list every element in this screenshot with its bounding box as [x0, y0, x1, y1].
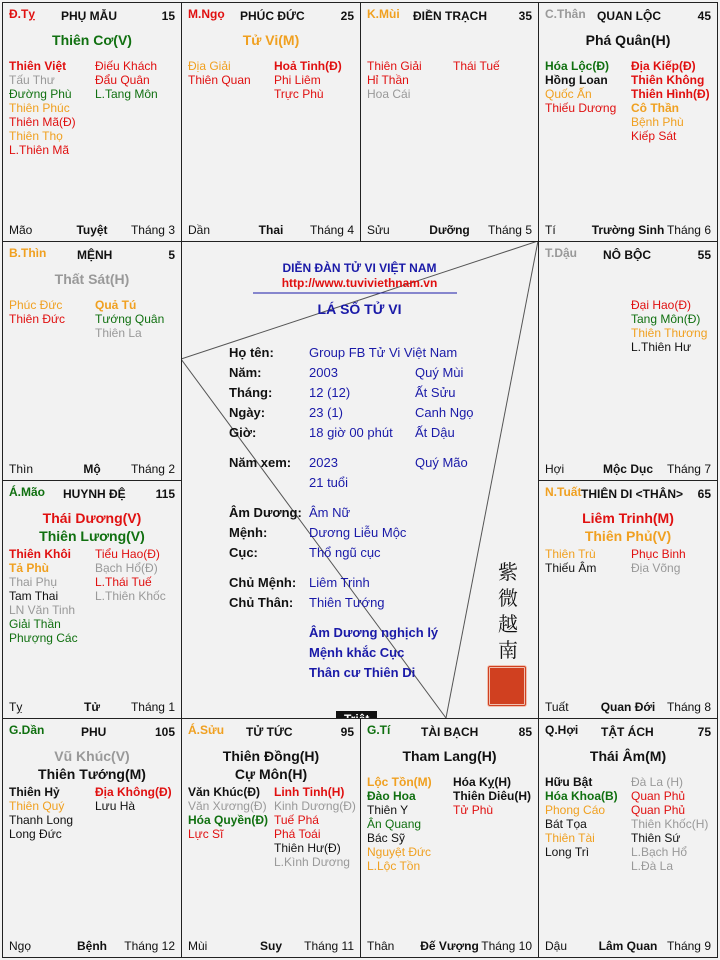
seal-char: 越 — [498, 612, 518, 636]
palace-month: Tháng 1 — [130, 700, 175, 714]
minor-star: Văn Khúc(Đ) — [188, 785, 260, 799]
minor-star: Thiên Diêu(H) — [453, 789, 531, 803]
minor-stars-left — [9, 547, 78, 645]
palace-number: 105 — [154, 725, 175, 739]
analysis-note: Âm Dương nghịch lý — [309, 625, 439, 640]
info-label: Chủ Mệnh: — [229, 575, 297, 590]
palace-name: ĐIỀN TRẠCH — [413, 9, 487, 23]
minor-star: Thiên Mã(Đ) — [9, 115, 76, 129]
minor-star: Bát Tọa — [545, 817, 587, 831]
info-value-can-chi: Ất Sửu — [415, 385, 456, 400]
palace-month: Tháng 11 — [304, 939, 354, 953]
minor-stars-right — [95, 298, 164, 340]
life-phase: Mộc Dục — [602, 462, 653, 476]
minor-star: Thiên Trù — [545, 547, 596, 561]
minor-star: Thiên Khốc(H) — [631, 817, 709, 831]
minor-star: Phong Cáo — [545, 803, 606, 817]
life-phase: Thai — [258, 223, 284, 237]
minor-stars-right — [95, 59, 158, 101]
palace-month: Tháng 2 — [130, 462, 175, 476]
forum-url: http://www.tuviviethnam.vn — [281, 276, 438, 290]
palace-number: 95 — [340, 725, 354, 739]
palace-stem: K.Mùi — [367, 7, 400, 21]
minor-star: Thiên La — [95, 326, 142, 340]
vertical-seal-text — [493, 559, 523, 663]
earthly-branch: Dậu — [545, 939, 568, 953]
minor-star: Trực Phù — [274, 87, 324, 101]
minor-stars-right — [453, 59, 500, 73]
palace-month: Tháng 7 — [666, 462, 711, 476]
minor-star: Quả Tú — [95, 298, 137, 312]
palace-hoi — [538, 718, 718, 958]
life-phase: Suy — [259, 939, 282, 953]
minor-star: Thiên Hỷ — [9, 785, 60, 799]
info-value: 2023 — [309, 455, 338, 470]
minor-star: Long Đức — [9, 827, 62, 841]
info-value: 23 (1) — [309, 405, 343, 420]
life-phase: Tuyệt — [76, 223, 108, 237]
earthly-branch: Tuất — [545, 700, 569, 714]
minor-stars-left — [367, 59, 422, 101]
minor-star: Điếu Khách — [95, 59, 158, 73]
minor-star: Địa Giải — [188, 59, 231, 73]
info-label: Năm xem: — [229, 455, 292, 470]
minor-star: Thiên Khôi — [9, 547, 71, 561]
minor-stars-left — [545, 775, 618, 859]
minor-star: Phượng Các — [9, 631, 78, 645]
palace-tuat — [538, 480, 718, 719]
minor-star: L.Bạch Hổ — [631, 845, 688, 859]
main-star: Liêm Trinh(M) — [582, 510, 674, 526]
minor-star: Địa Võng — [631, 561, 681, 575]
seal-char: 南 — [498, 638, 518, 662]
minor-star: Bệnh Phù — [631, 115, 684, 129]
minor-star: Hóa Khoa(B) — [545, 789, 618, 803]
minor-star: Thiên Thương — [631, 326, 708, 340]
palace-stem: Á.Sửu — [188, 723, 225, 737]
palace-than — [538, 2, 718, 242]
earthly-branch: Ngọ — [9, 939, 32, 953]
minor-stars-left — [188, 785, 268, 841]
minor-star: Đại Hao(Đ) — [631, 298, 692, 312]
palace-month: Tháng 10 — [481, 939, 532, 953]
minor-stars-right — [95, 785, 172, 813]
earthly-branch: Mão — [9, 223, 33, 237]
minor-star: L.Lộc Tồn — [367, 859, 421, 873]
main-star: Vũ Khúc(V) — [54, 748, 130, 764]
main-star: Cự Môn(H) — [234, 766, 308, 782]
palace-number: 25 — [340, 9, 354, 23]
minor-stars-left — [9, 59, 76, 157]
palace-name: QUAN LỘC — [597, 9, 661, 23]
palace-dau — [538, 241, 718, 481]
minor-star: Hoa Cái — [367, 87, 411, 101]
life-phase: Đế Vượng — [420, 939, 479, 953]
minor-stars-right — [631, 298, 707, 354]
main-stars — [3, 747, 181, 783]
main-star: Tử Vi(M) — [242, 32, 300, 48]
minor-star: L.Đà La — [631, 859, 674, 873]
earthly-branch: Thìn — [9, 462, 34, 476]
minor-stars-left — [367, 775, 432, 873]
minor-star: Thiên Không — [631, 73, 705, 87]
palace-stem: M.Ngọ — [188, 7, 225, 21]
minor-star: L.Thái Tuế — [95, 575, 152, 589]
minor-stars-right — [274, 785, 356, 869]
palace-stem: Á.Mão — [9, 485, 45, 499]
main-stars — [182, 31, 360, 49]
minor-star: Địa Kiếp(Đ) — [631, 59, 696, 73]
main-star: Thiên Cơ(V) — [52, 32, 132, 48]
palace-month: Tháng 6 — [666, 223, 711, 237]
info-value-can-chi: Ất Dậu — [415, 425, 455, 440]
minor-star: Thiếu Âm — [545, 561, 597, 575]
main-star: Phá Quân(H) — [585, 32, 671, 48]
main-stars — [3, 509, 181, 545]
minor-star: Thiên Hư(Đ) — [274, 841, 341, 855]
forum-title: DIỄN ĐÀN TỬ VI VIỆT NAM — [282, 261, 437, 275]
earthly-branch: Tí — [545, 223, 556, 237]
minor-star: Đà La (H) — [631, 775, 684, 789]
info-value-can-chi: Quý Mão — [415, 455, 468, 470]
info-value: Dương Liễu Mộc — [309, 525, 407, 540]
info-value-can-chi: Canh Ngọ — [415, 405, 474, 420]
minor-star: Thiếu Dương — [545, 101, 617, 115]
palace-stem: G.Tí — [367, 723, 391, 737]
center-panel — [181, 241, 538, 718]
palace-month: Tháng 12 — [124, 939, 175, 953]
info-value: 2003 — [309, 365, 338, 380]
minor-star: Đường Phù — [9, 87, 72, 101]
minor-stars-left — [545, 547, 596, 575]
minor-star: Lưu Hà — [95, 799, 136, 813]
minor-star: Văn Xương(Đ) — [188, 799, 267, 813]
palace-number: 35 — [518, 9, 532, 23]
minor-star: Hóa Lộc(Đ) — [545, 59, 609, 73]
palace-stem: N.Tuất — [545, 485, 582, 499]
palace-mui — [360, 2, 539, 242]
minor-star: Tuế Phá — [274, 813, 319, 827]
minor-star: Thiên Hình(Đ) — [631, 87, 710, 101]
info-label: Ngày: — [229, 405, 266, 420]
minor-star: Bác Sỹ — [367, 831, 406, 845]
main-stars — [3, 31, 181, 49]
minor-star: Tử Phù — [453, 803, 494, 817]
palace-stem: G.Dần — [9, 723, 45, 737]
minor-star: Thiên Quý — [9, 799, 65, 813]
minor-star: Tang Môn(Đ) — [631, 312, 701, 326]
info-value-can-chi: Quý Mùi — [415, 365, 464, 380]
minor-star: Thai Phụ — [9, 575, 58, 589]
minor-star: Lực Sĩ — [188, 827, 224, 841]
info-value: Âm Nữ — [309, 505, 351, 520]
info-value: 12 (12) — [309, 385, 351, 400]
analysis-note: Mệnh khắc Cục — [309, 645, 405, 660]
palace-mao — [2, 480, 182, 719]
minor-star: Phi Liêm — [274, 73, 321, 87]
minor-star: LN Văn Tinh — [9, 603, 76, 617]
palace-number: 5 — [168, 248, 175, 262]
minor-star: Nguyệt Đức — [367, 845, 432, 859]
life-phase: Trường Sinh — [591, 223, 665, 237]
palace-ngo — [181, 2, 361, 242]
life-phase: Bệnh — [77, 939, 107, 953]
main-star: Thất Sát(H) — [54, 271, 130, 287]
palace-name: MỆNH — [77, 248, 113, 262]
main-stars — [539, 509, 717, 545]
main-star: Thiên Lương(V) — [39, 528, 145, 544]
minor-star: Hóa Quyền(Đ) — [188, 813, 269, 827]
info-label: Mệnh: — [229, 525, 268, 540]
palace-number: 115 — [155, 487, 175, 501]
minor-star: Thiên Đức — [9, 312, 66, 326]
seal-char: 微 — [498, 586, 518, 610]
life-phase: Lâm Quan — [598, 939, 658, 953]
info-value: Liêm Trinh — [309, 575, 370, 590]
minor-star: Linh Tinh(H) — [274, 785, 345, 799]
palace-month: Tháng 9 — [666, 939, 711, 953]
minor-star: Địa Không(Đ) — [95, 785, 172, 799]
info-label: Âm Dương: — [229, 505, 302, 520]
minor-star: Quan Phủ — [631, 789, 686, 803]
palace-name: TỬ TỨC — [246, 725, 293, 739]
minor-star: Đẩu Quân — [95, 73, 150, 87]
main-star: Thái Dương(V) — [42, 510, 142, 526]
minor-stars-left — [9, 298, 65, 326]
minor-star: Hóa Kỵ(H) — [453, 775, 512, 789]
life-phase: Tử — [83, 700, 101, 714]
minor-star: Thanh Long — [9, 813, 74, 827]
main-stars — [361, 747, 538, 765]
minor-star: Thiên Y — [367, 803, 409, 817]
palace-month: Tháng 4 — [309, 223, 354, 237]
palace-name: HUYNH ĐỆ — [63, 487, 126, 501]
minor-star: Tiểu Hao(Đ) — [95, 547, 160, 561]
minor-star: Kiếp Sát — [631, 129, 677, 143]
minor-stars-right — [274, 59, 342, 101]
info-label: Họ tên: — [229, 345, 274, 360]
minor-stars-right — [631, 547, 686, 575]
palace-number: 15 — [161, 9, 175, 23]
minor-star: L.Thiên Mã — [9, 143, 70, 157]
info-value: Thổ ngũ cục — [309, 545, 381, 560]
info-value: Thiên Tướng — [309, 595, 385, 610]
palace-name: THIÊN DI <THÂN> — [581, 487, 684, 501]
minor-star: Thiên Tài — [545, 831, 595, 845]
minor-stars-right — [95, 547, 166, 603]
minor-star: L.Tang Môn — [95, 87, 158, 101]
info-label: Tháng: — [229, 385, 273, 400]
minor-star: Quốc Ấn — [545, 87, 592, 101]
minor-stars-left — [9, 785, 73, 841]
earthly-branch: Dần — [188, 223, 211, 237]
minor-star: L.Thiên Khốc — [95, 589, 166, 603]
main-star: Thiên Tướng(M) — [38, 766, 146, 782]
minor-star: Tướng Quân — [95, 312, 165, 326]
minor-star: Thiên Quan — [188, 73, 251, 87]
earthly-branch: Mùi — [188, 939, 208, 953]
minor-star: Thiên Sứ — [631, 831, 681, 845]
earthly-branch: Sửu — [367, 223, 390, 237]
main-star: Thiên Phủ(V) — [584, 528, 672, 544]
minor-star: Quan Phủ — [631, 803, 686, 817]
minor-stars-left — [188, 59, 251, 87]
minor-star: Hỉ Thần — [367, 73, 409, 87]
minor-star: Lộc Tồn(M) — [367, 775, 432, 789]
minor-star: L.Thiên Hư — [631, 340, 692, 354]
chart-title: LÁ SỐ TỬ VI — [317, 301, 402, 317]
palace-name: TẬT ÁCH — [601, 725, 654, 739]
main-stars — [3, 270, 181, 288]
minor-star: Hồng Loan — [545, 73, 608, 87]
palace-number: 55 — [697, 248, 711, 262]
minor-star: Thiên Giải — [367, 59, 422, 73]
palace-month: Tháng 3 — [130, 223, 175, 237]
palace-stem: T.Dậu — [545, 246, 578, 260]
palace-suu — [181, 718, 361, 958]
minor-star: Thiên Việt — [9, 59, 67, 73]
earthly-branch: Hợi — [545, 462, 565, 476]
minor-star: Long Trì — [545, 845, 590, 859]
earthly-branch: Tỵ — [9, 700, 23, 714]
main-star: Tham Lang(H) — [402, 748, 497, 764]
minor-star: Ân Quang — [367, 817, 422, 831]
palace-stem: C.Thân — [545, 7, 586, 21]
info-value: Group FB Tử Vi Việt Nam — [309, 345, 458, 360]
info-value: 21 tuổi — [309, 475, 349, 490]
seal-stamp — [487, 665, 527, 707]
minor-star: Phá Toái — [274, 827, 321, 841]
seal-char: 紫 — [498, 560, 518, 584]
palace-number: 45 — [697, 9, 711, 23]
info-value: 18 giờ 00 phút — [309, 425, 393, 440]
minor-stars-left — [545, 59, 616, 115]
main-star: Thiên Đồng(H) — [222, 748, 320, 764]
palace-ti — [360, 718, 539, 958]
minor-stars-right — [453, 775, 531, 817]
minor-star: L.Kình Dương — [274, 855, 350, 869]
minor-star: Thiên Phúc — [9, 101, 70, 115]
life-phase: Quan Đới — [600, 700, 656, 714]
palace-name: PHU — [81, 725, 107, 739]
info-label: Năm: — [229, 365, 262, 380]
minor-star: Hữu Bật — [545, 775, 593, 789]
minor-star: Phúc Đức — [9, 298, 63, 312]
palace-name: NÔ BỘC — [603, 248, 651, 262]
main-star: Thái Âm(M) — [589, 748, 667, 764]
main-stars — [539, 31, 717, 49]
minor-stars-right — [631, 59, 710, 143]
minor-star: Tả Phù — [9, 561, 50, 575]
minor-star: Thiên Thọ — [9, 129, 63, 143]
palace-name: PHỤ MẪU — [61, 9, 117, 23]
minor-star: Tấu Thư — [9, 73, 55, 87]
palace-month: Tháng 8 — [666, 700, 711, 714]
minor-star: Phục Binh — [631, 547, 686, 561]
minor-star: Hoả Tinh(Đ) — [274, 59, 342, 73]
minor-star: Cô Thần — [631, 101, 679, 115]
main-stars — [182, 747, 360, 783]
palace-thin — [2, 241, 182, 481]
minor-star: Đào Hoa — [367, 789, 416, 803]
life-phase: Mộ — [83, 462, 101, 476]
analysis-note: Thân cư Thiên Di — [309, 665, 416, 680]
palace-dan — [2, 718, 182, 958]
palace-stem: Đ.Tỵ — [9, 7, 36, 21]
minor-stars-right — [631, 775, 708, 873]
main-stars — [539, 747, 717, 765]
minor-star: Tam Thai — [9, 589, 59, 603]
palace-month: Tháng 5 — [487, 223, 532, 237]
minor-star: Thái Tuế — [453, 59, 500, 73]
info-label: Giờ: — [229, 425, 257, 440]
minor-star: Giải Thần — [9, 617, 61, 631]
palace-stem: Q.Hợi — [545, 723, 579, 737]
palace-name: PHÚC ĐỨC — [240, 9, 305, 23]
palace-name: TÀI BẠCH — [421, 725, 479, 739]
minor-star: Bạch Hổ(Đ) — [95, 561, 158, 575]
minor-star: Kinh Dương(Đ) — [274, 799, 356, 813]
info-label: Chủ Thân: — [229, 595, 294, 610]
palace-number: 85 — [518, 725, 532, 739]
palace-stem: B.Thìn — [9, 246, 47, 260]
earthly-branch: Thân — [367, 939, 395, 953]
palace-number: 75 — [697, 725, 711, 739]
info-label: Cục: — [229, 545, 258, 560]
palace-ty — [2, 2, 182, 242]
palace-number: 65 — [697, 487, 711, 501]
life-phase: Dưỡng — [429, 223, 470, 237]
